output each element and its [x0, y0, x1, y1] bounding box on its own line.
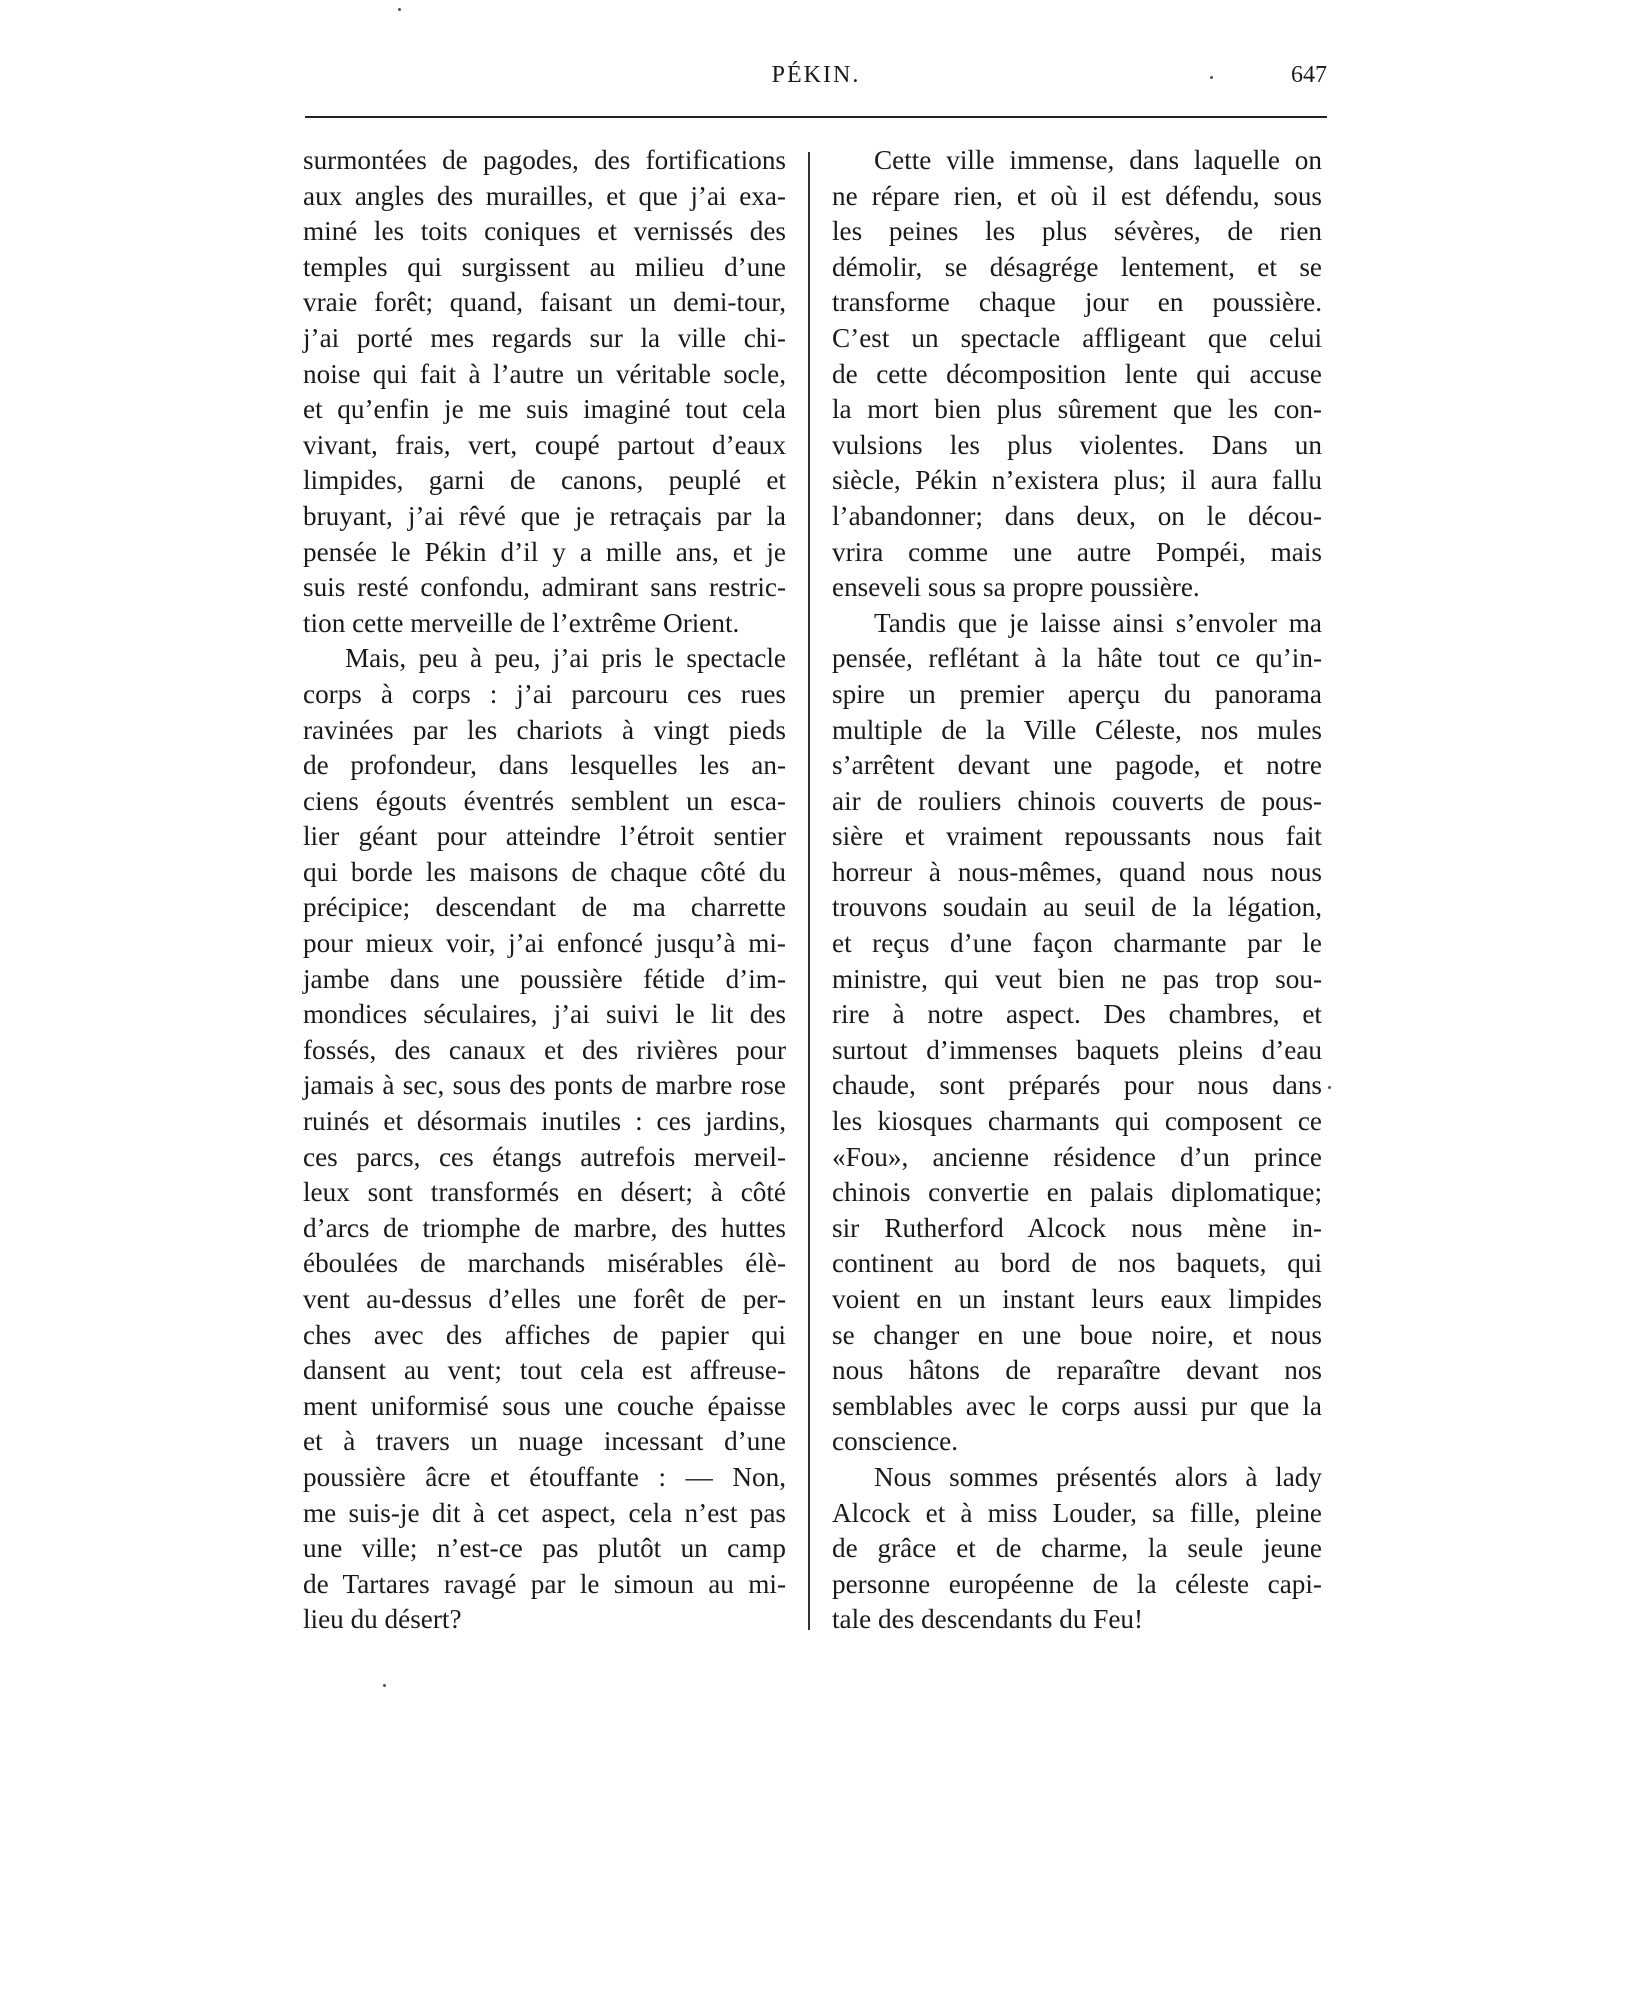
text-line: vulsions les plus violentes. Dans un — [832, 429, 1322, 460]
text-line: démolir, se désagrége lentement, et se — [832, 251, 1322, 282]
text-line: tion cette merveille de l’extrême Orient. — [303, 607, 740, 638]
text-line: ravinées par les chariots à vingt pieds — [303, 714, 786, 745]
text-line: noise qui fait à l’autre un véritable socle, — [303, 358, 786, 389]
text-line: horreur à nous-mêmes, quand nous nous — [832, 856, 1322, 887]
text-line: et à travers un nuage incessant d’une — [303, 1426, 786, 1457]
text-line: de grâce et de charme, la seule jeune — [832, 1533, 1322, 1564]
text-line: siècle, Pékin n’existera plus; il aura fallu — [832, 465, 1322, 496]
text-line: sir Rutherford Alcock nous mène in- — [832, 1212, 1322, 1243]
text-line: voient en un instant leurs eaux limpides — [832, 1284, 1322, 1314]
text-line: lier géant pour atteindre l’étroit sentier — [303, 821, 786, 852]
left-column — [303, 143, 786, 1638]
text-line: les kiosques charmants qui composent ce — [832, 1106, 1322, 1137]
text-line: pensée, reflétant à la hâte tout ce qu’in- — [832, 643, 1322, 674]
text-line: mondices séculaires, j’ai suivi le lit des — [303, 999, 786, 1030]
paragraph-start-line: Nous sommes présentés alors à lady — [874, 1461, 1322, 1492]
text-line: pour mieux voir, j’ai enfoncé jusqu’à mi- — [303, 928, 786, 959]
text-line: de profondeur, dans lesquelles les an- — [303, 750, 786, 781]
text-line: j’ai porté mes regards sur la ville chi- — [303, 322, 786, 353]
text-line: ment uniformisé sous une couche épaisse — [303, 1390, 786, 1421]
text-line: continent au bord de nos baquets, qui — [832, 1248, 1322, 1279]
paragraph-start-line: Tandis que je laisse ainsi s’envoler ma — [874, 607, 1322, 638]
text-line: ministre, qui veut bien ne pas trop sou- — [832, 963, 1322, 994]
text-line: poussière âcre et étouffante : — Non, — [303, 1461, 786, 1492]
page-number: 647 — [1291, 62, 1327, 88]
text-line: se changer en une boue noire, et nous — [832, 1319, 1322, 1350]
text-line: air de rouliers chinois couverts de pous- — [832, 785, 1322, 816]
text-line: personne européenne de la céleste capi- — [832, 1568, 1322, 1599]
print-speck — [398, 8, 401, 11]
text-line: et reçus d’une façon charmante par le — [832, 928, 1322, 959]
text-line: trouvons soudain au seuil de la légation, — [832, 892, 1322, 923]
text-line: ces parcs, ces étangs autrefois merveil- — [303, 1141, 786, 1172]
text-line: de Tartares ravagé par le simoun au mi- — [303, 1568, 786, 1599]
text-line: miné les toits coniques et vernissés des — [303, 216, 786, 247]
header-rule — [305, 116, 1327, 118]
text-line: chaude, sont préparés pour nous dans — [832, 1070, 1322, 1101]
text-line: jamais à sec, sous des ponts de marbre rose — [303, 1070, 786, 1101]
text-line: la mort bien plus sûrement que les con- — [832, 394, 1322, 425]
print-speck — [1210, 76, 1213, 79]
text-line: s’arrêtent devant une pagode, et notre — [832, 750, 1322, 781]
text-line: nous hâtons de reparaître devant nos — [832, 1355, 1322, 1386]
text-line: pensée le Pékin d’il y a mille ans, et je — [303, 536, 786, 567]
text-line: Alcock et à miss Louder, sa fille, pleine — [832, 1497, 1322, 1528]
text-line: jambe dans une poussière fétide d’im- — [303, 963, 786, 994]
text-line: lieu du désert? — [303, 1604, 462, 1635]
text-line: de cette décomposition lente qui accuse — [832, 358, 1322, 389]
paragraph-start-line: Mais, peu à peu, j’ai pris le spectacle — [345, 643, 786, 674]
text-line: surtout d’immenses baquets pleins d’eau — [832, 1034, 1322, 1065]
text-line: l’abandonner; dans deux, on le décou- — [832, 500, 1322, 531]
text-line: chinois convertie en palais diplomatique; — [832, 1177, 1322, 1208]
text-line: surmontées de pagodes, des fortifications — [303, 145, 786, 175]
text-line: sière et vraiment repoussants nous fait — [832, 821, 1322, 852]
text-line: qui borde les maisons de chaque côté du — [303, 856, 786, 887]
text-line: enseveli sous sa propre poussière. — [832, 572, 1200, 603]
right-column — [832, 143, 1322, 1638]
text-line: éboulées de marchands misérables élè- — [303, 1248, 786, 1279]
text-line: dansent au vent; tout cela est affreuse- — [303, 1355, 786, 1386]
text-line: d’arcs de triomphe de marbre, des huttes — [303, 1212, 786, 1243]
text-line: «Fou», ancienne résidence d’un prince — [832, 1141, 1322, 1172]
text-line: limpides, garni de canons, peuplé et — [303, 465, 786, 496]
print-speck — [383, 1684, 386, 1687]
text-line: spire un premier aperçu du panorama — [832, 678, 1322, 709]
text-line: vraie forêt; quand, faisant un demi-tour, — [303, 287, 786, 318]
running-header — [305, 62, 1327, 102]
text-line: corps à corps : j’ai parcouru ces rues — [303, 678, 786, 709]
text-line: multiple de la Ville Céleste, nos mules — [832, 714, 1322, 745]
text-line: ciens égouts éventrés semblent un esca- — [303, 785, 786, 816]
text-line: une ville; n’est-ce pas plutôt un camp — [303, 1533, 786, 1564]
text-line: leux sont transformés en désert; à côté — [303, 1177, 786, 1208]
text-line: C’est un spectacle affligeant que celui — [832, 322, 1322, 353]
text-line: ruinés et désormais inutiles : ces jardins, — [303, 1106, 786, 1137]
running-title: PÉKIN. — [771, 62, 861, 88]
text-line: conscience. — [832, 1426, 959, 1457]
print-speck — [1328, 1086, 1331, 1089]
text-line: suis resté confondu, admirant sans restric- — [303, 572, 786, 603]
text-line: ne répare rien, et où il est défendu, sous — [832, 180, 1322, 211]
text-line: transforme chaque jour en poussière. — [832, 287, 1322, 318]
text-line: aux angles des murailles, et que j’ai exa- — [303, 180, 786, 211]
text-line: et qu’enfin je me suis imaginé tout cela — [303, 394, 786, 425]
text-line: rire à notre aspect. Des chambres, et — [832, 999, 1322, 1030]
text-line: bruyant, j’ai rêvé que je retraçais par la — [303, 500, 786, 531]
text-line: les peines les plus sévères, de rien — [832, 216, 1322, 247]
paragraph-start-line: Cette ville immense, dans laquelle on — [874, 145, 1322, 175]
text-line: temples qui surgissent au milieu d’une — [303, 251, 786, 282]
column-divider — [808, 152, 810, 1630]
text-line: me suis-je dit à cet aspect, cela n’est pas — [303, 1497, 786, 1528]
text-line: vivant, frais, vert, coupé partout d’eaux — [303, 429, 786, 460]
text-line: ches avec des affiches de papier qui — [303, 1319, 786, 1350]
text-line: vent au-dessus d’elles une forêt de per- — [303, 1284, 786, 1314]
text-line: précipice; descendant de ma charrette — [303, 892, 786, 923]
text-line: vrira comme une autre Pompéi, mais — [832, 536, 1322, 567]
text-line: tale des descendants du Feu! — [832, 1604, 1144, 1635]
text-line: semblables avec le corps aussi pur que la — [832, 1390, 1322, 1421]
text-line: fossés, des canaux et des rivières pour — [303, 1034, 786, 1065]
